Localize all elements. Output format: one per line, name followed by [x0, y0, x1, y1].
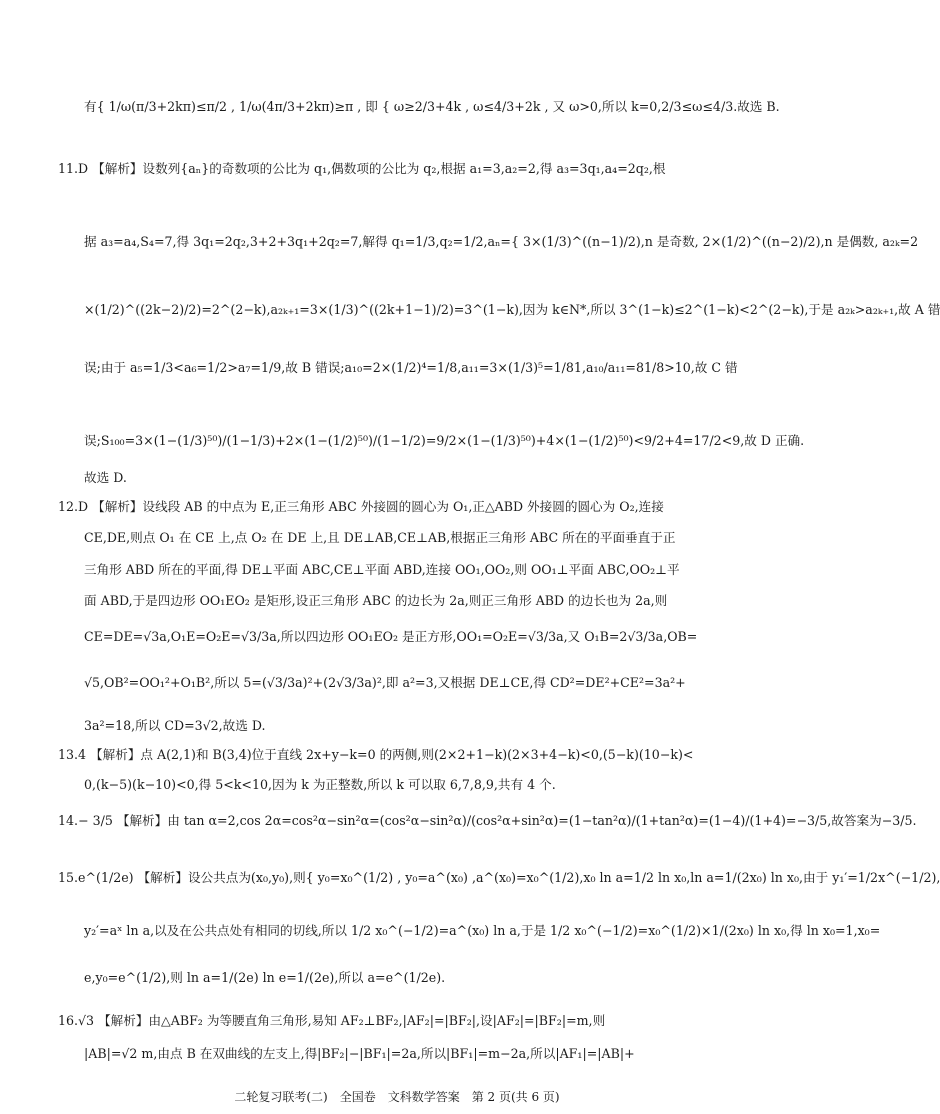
text-line-l03: 据 a₃=a₄,S₄=7,得 3q₁=2q₂,3+2+3q₁+2q₂=7,解得 q₁=1/3,q₂=1/2,aₙ={ 3×(1/3)^((n−1)/2),n 是奇数, 2×(1/2)^((n−2)/2),n 是偶数, a₂ₖ=2 [84, 234, 919, 249]
text-line-l18: 15.e^(1/2e) 【解析】设公共点为(x₀,y₀),则{ y₀=x₀^(1/2) , y₀=a^(x₀) ,a^(x₀)=x₀^(1/2),x₀ ln a=1/2 ln x₀,ln a=1/(2x₀) ln x₀,由于 y₁′=1/2x^(−1/2), [58, 870, 940, 885]
text-line-l04: ×(1/2)^((2k−2)/2)=2^(2−k),a₂ₖ₊₁=3×(1/3)^((2k+1−1)/2)=3^(1−k),因为 k∈N*,所以 3^(1−k)≤2^(1−k)<2^(2−k),于是 a₂ₖ>a₂ₖ₊₁,故 A 错 [84, 302, 940, 317]
text-line-l02: 11.D 【解析】设数列{aₙ}的奇数项的公比为 q₁,偶数项的公比为 q₂,根据 a₁=3,a₂=2,得 a₃=3q₁,a₄=2q₂,根 [58, 161, 666, 176]
text-line-l05: 误;由于 a₅=1/3<a₆=1/2>a₇=1/9,故 B 错误;a₁₀=2×(1/2)⁴=1/8,a₁₁=3×(1/3)⁵=1/81,a₁₀/a₁₁=81/8>10,故 C 错 [84, 360, 738, 375]
text-line-l20: e,y₀=e^(1/2),则 ln a=1/(2e) ln e=1/(2e),所以 a=e^(1/2e). [84, 970, 446, 985]
text-line-l11: 面 ABD,于是四边形 OO₁EO₂ 是矩形,设正三角形 ABC 的边长为 2a,则正三角形 ABD 的边长也为 2a,则 [84, 593, 668, 608]
text-line-l17: 14.− 3/5 【解析】由 tan α=2,cos 2α=cos²α−sin²α=(cos²α−sin²α)/(cos²α+sin²α)=(1−tan²α)/(1+tan²α)=(1−4)/(1+4)=−3/5,故答案为−3/5. [58, 813, 917, 828]
text-line-l08: 12.D 【解析】设线段 AB 的中点为 E,正三角形 ABC 外接圆的圆心为 O₁,正△ABD 外接圆的圆心为 O₂,连接 [58, 499, 664, 514]
text-line-l07: 故选 D. [84, 470, 127, 485]
page-footer: 二轮复习联考(二) 全国卷 文科数学答案 第 2 页(共 6 页) [234, 1090, 560, 1104]
text-line-l13: √5,OB²=OO₁²+O₁B²,所以 5=(√3/3a)²+(2√3/3a)²,即 a²=3,又根据 DE⊥CE,得 CD²=DE²+CE²=3a²+ [84, 675, 686, 690]
text-line-l06: 误;S₁₀₀=3×(1−(1/3)⁵⁰)/(1−1/3)+2×(1−(1/2)⁵⁰)/(1−1/2)=9/2×(1−(1/3)⁵⁰)+4×(1−(1/2)⁵⁰)<9/2+4=17/2<9,故 D 正确. [84, 433, 805, 448]
text-line-l21: 16.√3 【解析】由△ABF₂ 为等腰直角三角形,易知 AF₂⊥BF₂,|AF₂|=|BF₂|,设|AF₂|=|BF₂|=m,则 [58, 1013, 606, 1028]
text-line-l10: 三角形 ABD 所在的平面,得 DE⊥平面 ABC,CE⊥平面 ABD,连接 OO₁,OO₂,则 OO₁⊥平面 ABC,OO₂⊥平 [84, 562, 680, 577]
text-line-l22: |AB|=√2 m,由点 B 在双曲线的左支上,得|BF₂|−|BF₁|=2a,所以|BF₁|=m−2a,所以|AF₁|=|AB|+ [84, 1046, 635, 1061]
text-line-l16: 0,(k−5)(k−10)<0,得 5<k<10,因为 k 为正整数,所以 k 可以取 6,7,8,9,共有 4 个. [84, 777, 556, 792]
text-line-l09: CE,DE,则点 O₁ 在 CE 上,点 O₂ 在 DE 上,且 DE⊥AB,CE⊥AB,根据正三角形 ABC 所在的平面垂直于正 [84, 530, 676, 545]
text-line-l15: 13.4 【解析】点 A(2,1)和 B(3,4)位于直线 2x+y−k=0 的两侧,则(2×2+1−k)(2×3+4−k)<0,(5−k)(10−k)< [58, 747, 694, 762]
text-line-l01: 有{ 1/ω(π/3+2kπ)≤π/2 , 1/ω(4π/3+2kπ)≥π , 即 { ω≥2/3+4k , ω≤4/3+2k , 又 ω>0,所以 k=0,2/3≤ω≤4/3.故选 B. [84, 99, 780, 114]
text-line-l19: y₂′=aˣ ln a,以及在公共点处有相同的切线,所以 1/2 x₀^(−1/2)=a^(x₀) ln a,于是 1/2 x₀^(−1/2)=x₀^(1/2)×1/(2x₀) ln x₀,得 ln x₀=1,x₀= [84, 923, 881, 938]
text-line-l14: 3a²=18,所以 CD=3√2,故选 D. [84, 718, 266, 733]
text-line-l12: CE=DE=√3a,O₁E=O₂E=√3/3a,所以四边形 OO₁EO₂ 是正方形,OO₁=O₂E=√3/3a,又 O₁B=2√3/3a,OB= [84, 629, 698, 644]
